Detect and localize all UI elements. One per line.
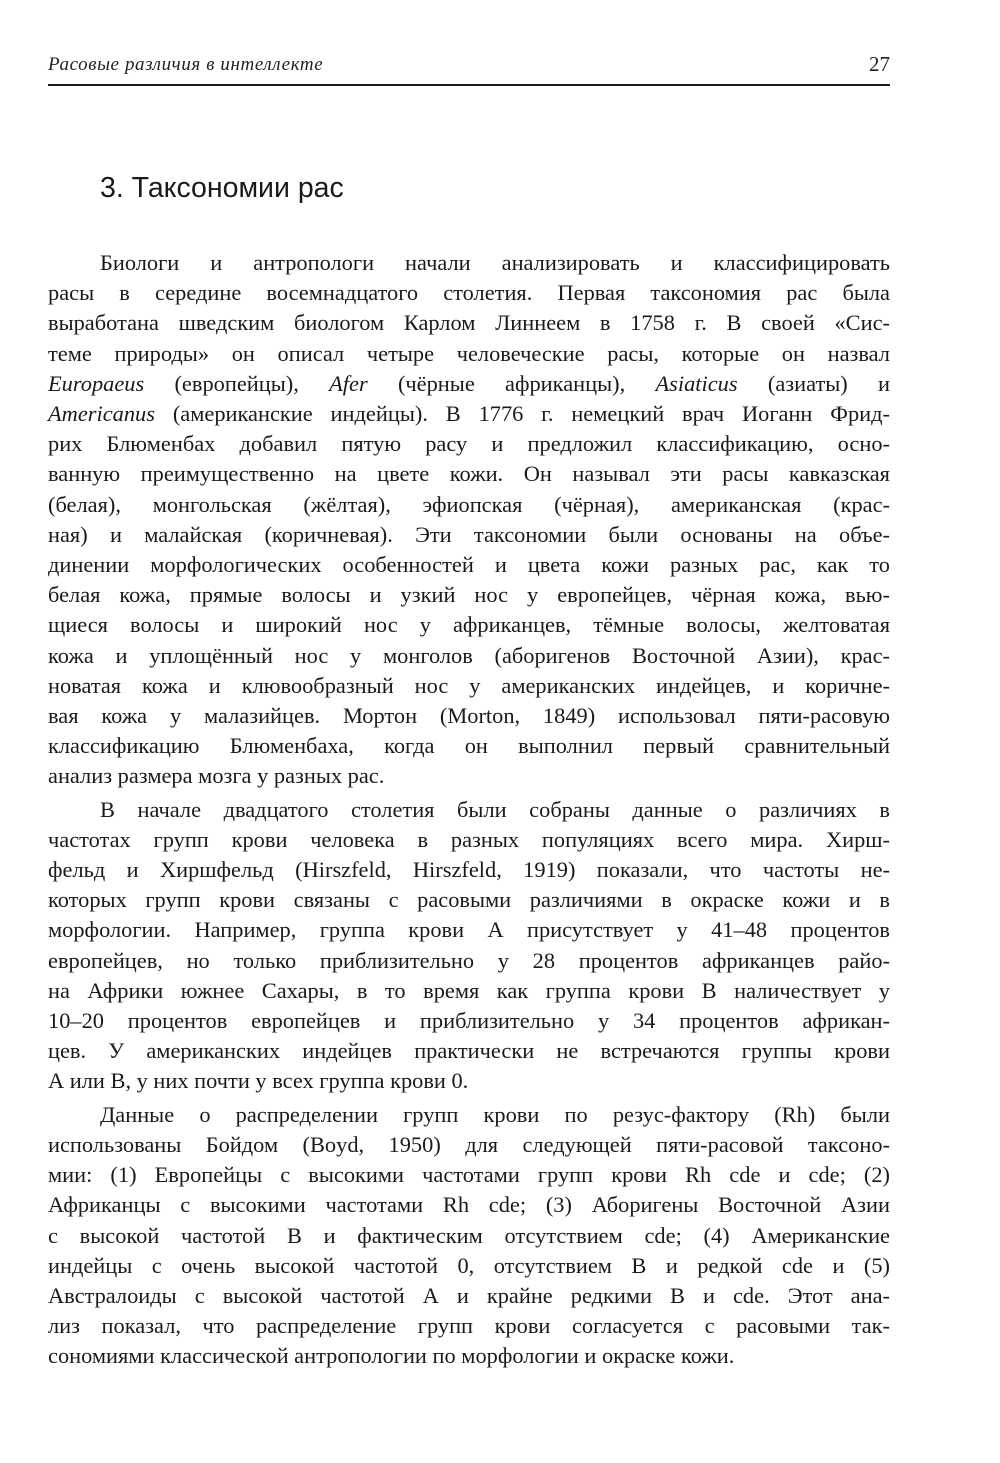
text-line: В начале двадцатого столетия были собраны данные о различиях в xyxy=(100,796,890,822)
paragraph xyxy=(48,795,890,1097)
paragraph xyxy=(48,248,890,792)
body-text xyxy=(48,248,890,1372)
text-fragment: (азиаты) и xyxy=(737,370,890,396)
text-line: Данные о распределении групп крови по резус-фактору (Rh) были xyxy=(100,1101,890,1127)
text-line: Австралоиды с высокой частотой А и крайне редкими В и cde. Этот ана- xyxy=(48,1282,890,1308)
page-number: 27 xyxy=(869,52,890,76)
text-line: частотах групп крови человека в разных популяциях всего мира. Хирш- xyxy=(48,826,890,852)
latin-term: Americanus xyxy=(48,401,155,427)
text-line: лиз показал, что распределение групп крови согласуется с расовыми так- xyxy=(48,1313,890,1339)
text-line: рих Блюменбах добавил пятую расу и предложил классификацию, осно- xyxy=(48,431,890,457)
latin-term: Afer xyxy=(329,370,368,396)
text-line: Африканцы с высокими частотами Rh cde; (3) Аборигены Восточной Азии xyxy=(48,1192,890,1218)
text-line: вая кожа у малазийцев. Мортон (Morton, 1849) использовал пяти-расовую xyxy=(48,703,890,729)
text-line: мии: (1) Европейцы с высокими частотами групп крови Rh cde и cde; (2) xyxy=(48,1162,890,1188)
text-line: 10–20 процентов европейцев и приблизительно у 34 процентов африкан- xyxy=(48,1008,890,1034)
text-line xyxy=(48,369,890,399)
text-line: индейцы с очень высокой частотой 0, отсутствием В и редкой cde и (5) xyxy=(48,1252,890,1278)
text-line: фельд и Хиршфельд (Hirszfeld, Hirszfeld, 1919) показали, что частоты не- xyxy=(48,857,890,883)
text-line: ванную преимущественно на цвете кожи. Он называл эти расы кавказская xyxy=(48,461,890,487)
text-line: морфологии. Например, группа крови А присутствует у 41–48 процентов xyxy=(48,917,890,943)
text-line: А или В, у них почти у всех группа крови 0. xyxy=(48,1068,469,1094)
section-heading: 3. Таксономии рас xyxy=(100,172,344,204)
text-line xyxy=(48,399,890,429)
text-line: ная) и малайская (коричневая). Эти таксономии были основаны на объе- xyxy=(48,521,890,547)
text-line: цев. У американских индейцев практически не встречаются группы крови xyxy=(48,1038,890,1064)
text-line: использованы Бойдом (Boyd, 1950) для следующей пяти-расовой таксоно- xyxy=(48,1131,890,1157)
text-fragment: (чёрные африканцы), xyxy=(367,370,656,396)
text-line: европейцев, но только приблизительно у 28 процентов африканцев райо- xyxy=(48,947,890,973)
text-line: динении морфологических особенностей и цвета кожи разных рас, как то xyxy=(48,552,890,578)
running-title: Расовые различия в интеллекте xyxy=(48,54,324,75)
paragraph xyxy=(48,1100,890,1372)
latin-term: Europaeus xyxy=(48,370,145,396)
text-fragment: (европейцы), xyxy=(144,370,330,396)
latin-term: Asiaticus xyxy=(655,370,738,396)
text-line: сономиями классической антропологии по морфологии и окраске кожи. xyxy=(48,1343,735,1369)
text-line: кожа и уплощённый нос у монголов (аборигенов Восточной Азии), крас- xyxy=(48,642,890,668)
text-line: с высокой частотой В и фактическим отсутствием cde; (4) Американские xyxy=(48,1222,890,1248)
text-line: классификацию Блюменбаха, когда он выполнил первый сравнительный xyxy=(48,733,890,759)
text-line: расы в середине восемнадцатого столетия. Первая таксономия рас была xyxy=(48,280,890,306)
text-line: на Африки южнее Сахары, в то время как группа крови В наличествует у xyxy=(48,977,890,1003)
text-line: которых групп крови связаны с расовыми различиями в окраске кожи и в xyxy=(48,887,890,913)
text-line: (белая), монгольская (жёлтая), эфиопская (чёрная), американская (крас- xyxy=(48,491,890,517)
text-line: белая кожа, прямые волосы и узкий нос у европейцев, чёрная кожа, вью- xyxy=(48,582,890,608)
text-line: анализ размера мозга у разных рас. xyxy=(48,763,385,789)
text-line: Биологи и антропологи начали анализировать и классифицировать xyxy=(100,250,890,275)
text-line: щиеся волосы и широкий нос у африканцев, тёмные волосы, желтоватая xyxy=(48,612,890,638)
text-line: выработана шведским биологом Карлом Линнеем в 1758 г. В своей «Сис- xyxy=(48,310,890,336)
text-fragment: (американские индейцы). В 1776 г. немецкий врач Иоганн Фрид- xyxy=(154,401,890,427)
text-line: новатая кожа и клювообразный нос у американских индейцев, и коричне- xyxy=(48,672,890,698)
running-header xyxy=(48,54,890,86)
text-line: теме природы» он описал четыре человеческие расы, которые он назвал xyxy=(48,340,890,366)
